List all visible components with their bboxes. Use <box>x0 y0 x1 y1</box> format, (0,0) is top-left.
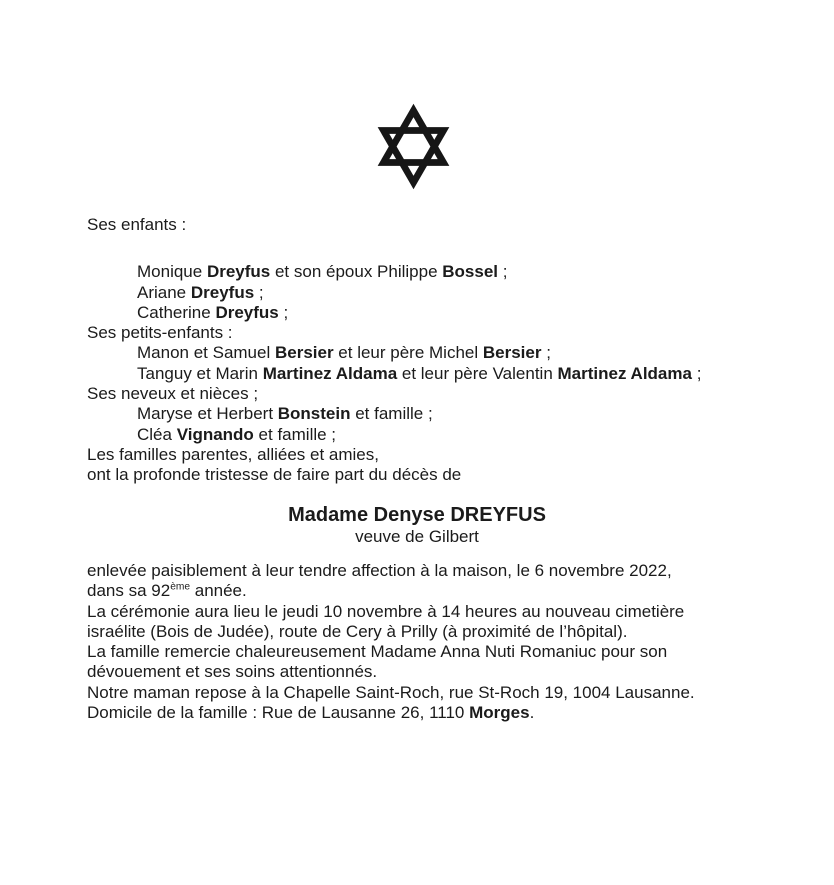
title-block <box>0 503 834 547</box>
text-run: Domicile de la famille : Rue de Lausanne 26, 1110 <box>87 703 470 723</box>
text-run: Les familles parentes, alliées et amies, <box>87 444 379 464</box>
text-run: et famille ; <box>350 404 433 424</box>
text-run: Cléa <box>137 424 177 444</box>
text-line <box>87 323 794 343</box>
text-run: ; <box>254 282 264 302</box>
text-run: et son époux Philippe <box>270 262 443 282</box>
text-run: Manon et Samuel <box>137 343 275 363</box>
text-run: ; <box>278 302 289 322</box>
text-run: dans sa 92 <box>87 581 171 601</box>
text-run: Tanguy et Marin <box>137 363 263 383</box>
text-line <box>87 343 794 363</box>
star-of-david-icon <box>376 103 451 190</box>
text-run: Ses neveux et nièces ; <box>87 384 259 404</box>
text-run: Ariane <box>137 282 191 302</box>
surname-bold: Morges <box>469 703 530 723</box>
surname-bold: Martinez Aldama <box>262 363 398 383</box>
surname-bold: Bonstein <box>277 404 351 424</box>
text-run: enlevée paisiblement à leur tendre affection à la maison, le 6 novembre 2022, <box>87 561 672 580</box>
text-line <box>87 262 794 282</box>
text-run: La famille remercie chaleureusement Madame Anna Nuti Romaniuc pour son <box>87 642 668 662</box>
text-line <box>87 215 794 235</box>
text-run: Maryse et Herbert <box>137 404 278 424</box>
text-line <box>87 622 794 642</box>
text-run: . <box>529 703 535 723</box>
text-line <box>87 283 794 303</box>
text-run: dévouement et ses soins attentionnés. <box>87 662 378 682</box>
text-run: ème <box>170 581 191 593</box>
surname-bold: Bersier <box>482 343 542 363</box>
text-line <box>87 683 794 703</box>
surname-bold: Bersier <box>274 343 334 363</box>
text-run: ont la profonde tristesse de faire part du décès de <box>87 465 462 485</box>
text-line <box>87 561 794 581</box>
text-run: et famille ; <box>253 424 337 444</box>
announcement-body <box>87 561 794 723</box>
surname-bold: Vignando <box>176 424 254 444</box>
text-run: ; <box>541 343 551 363</box>
text-run: La cérémonie aura lieu le jeudi 10 novembre à 14 heures au nouveau cimetière <box>87 601 685 621</box>
text-run: Catherine <box>137 302 216 322</box>
surname-bold: Martinez Aldama <box>557 363 692 383</box>
text-line <box>87 404 794 424</box>
text-run: Ses enfants : <box>87 215 187 234</box>
text-run: Ses petits-enfants : <box>87 323 233 343</box>
text-line <box>87 425 794 445</box>
text-line <box>87 445 794 465</box>
text-run: année. <box>190 581 247 601</box>
text-line <box>87 303 794 323</box>
text-run: ; <box>498 262 508 282</box>
surname-bold: Bossel <box>442 262 499 282</box>
text-line <box>87 662 794 682</box>
text-line <box>87 465 794 485</box>
text-line <box>87 602 794 622</box>
family-list <box>87 215 794 486</box>
text-run: Notre maman repose à la Chapelle Saint-Roch, rue St-Roch 19, 1004 Lausanne. <box>87 682 695 702</box>
deceased-name: Madame Denyse DREYFUS <box>288 504 546 526</box>
surname-bold: Dreyfus <box>206 262 271 282</box>
surname-bold: Dreyfus <box>215 302 279 322</box>
text-run: ; <box>691 363 702 383</box>
text-line <box>87 581 794 601</box>
text-run: israélite (Bois de Judée), route de Cery à Prilly (à proximité de l’hôpital). <box>87 621 628 641</box>
deceased-subtitle: veuve de Gilbert <box>355 527 479 546</box>
text-line <box>87 384 794 404</box>
text-run: et leur père Michel <box>333 343 483 363</box>
text-line <box>87 364 794 384</box>
text-run: et leur père Valentin <box>397 363 558 383</box>
text-line <box>87 703 794 723</box>
surname-bold: Dreyfus <box>190 282 255 302</box>
text-run: Monique <box>137 262 207 282</box>
text-line <box>87 642 794 662</box>
